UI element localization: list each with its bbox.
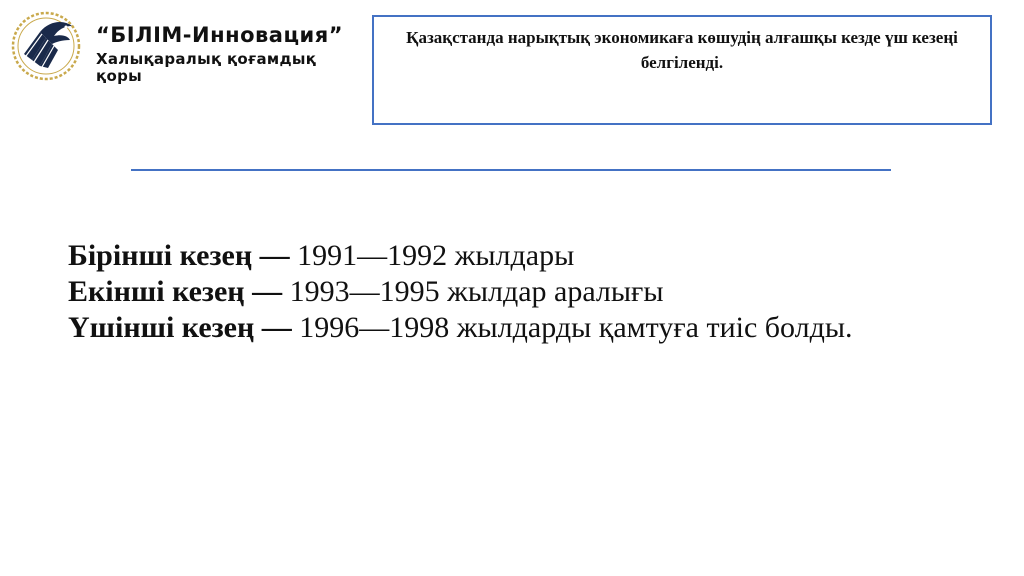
divider-line <box>131 169 891 171</box>
headline-text: Қазақстанда нарықтық экономикаға көшудің алғашқы кезде үш кезеңі белгіленді. <box>406 28 958 72</box>
period-label: Бірінші кезең — <box>68 239 290 272</box>
org-subtitle: Халықаралық қоғамдық қоры <box>96 50 317 85</box>
bird-book-emblem-icon <box>10 10 82 82</box>
period-text: 1993—1995 жылдар аралығы <box>289 275 664 308</box>
period-label: Екінші кезең — <box>68 275 290 308</box>
organization-name <box>96 22 366 85</box>
period-item <box>68 310 928 346</box>
org-title: “БІЛІМ-Инновация” <box>96 23 344 47</box>
period-label: Үшінші кезең — <box>68 311 292 344</box>
period-text: 1991—1992 жылдары <box>289 239 575 272</box>
periods-list <box>68 238 928 346</box>
period-text: 1996—1998 жылдарды қамтуға тиіс болды. <box>291 311 853 344</box>
period-item <box>68 274 928 310</box>
headline-box <box>372 15 992 125</box>
period-item <box>68 238 928 274</box>
